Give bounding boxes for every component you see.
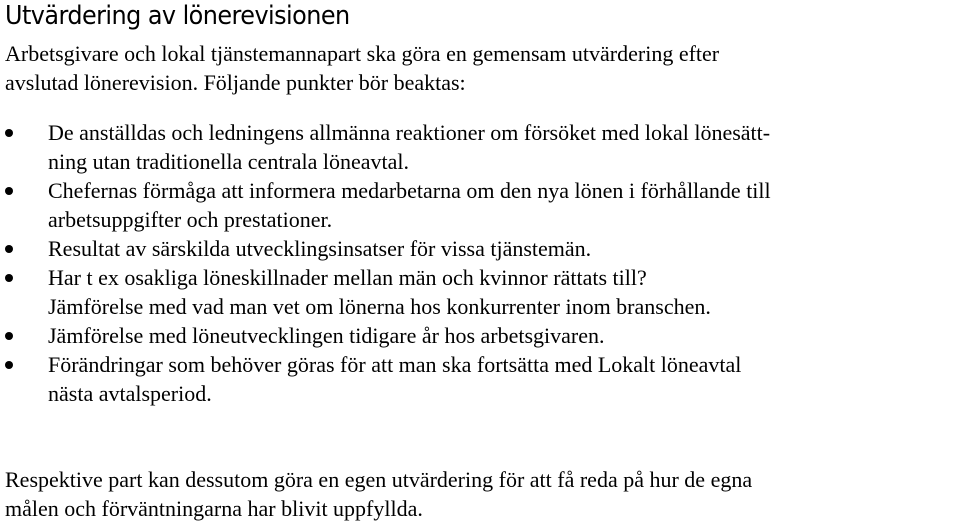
- bullet-list: [5, 118, 959, 408]
- intro-line: avslutad lönerevision. Följande punkter bör beaktas:: [5, 70, 466, 95]
- list-item-text: Förändringar som behöver göras för att man ska fortsätta med Lokalt löneavtal: [48, 352, 742, 377]
- list-item: [5, 292, 959, 321]
- list-item-text: arbetsuppgifter och prestationer.: [48, 207, 333, 232]
- bullet-icon: [5, 129, 13, 137]
- closing-paragraph: [5, 465, 955, 523]
- list-item-text: Chefernas förmåga att informera medarbetarna om den nya lönen i förhållande till: [48, 178, 771, 203]
- closing-line: Respektive part kan dessutom göra en egen utvärdering för att få reda på hur de egna: [5, 467, 753, 492]
- intro-paragraph: [5, 39, 955, 97]
- list-item-text: De anställdas och ledningens allmänna reaktioner om försöket med lokal lönesätt-: [48, 120, 771, 145]
- list-item: [5, 321, 959, 350]
- list-item-text: Resultat av särskilda utvecklingsinsatser för vissa tjänstemän.: [48, 236, 592, 261]
- list-item: [5, 234, 959, 263]
- list-item-text: Jämförelse med vad man vet om lönerna hos konkurrenter inom branschen.: [48, 294, 711, 319]
- list-item-text: ning utan traditionella centrala löneavtal.: [48, 149, 410, 174]
- list-item: [5, 176, 959, 234]
- page-title: Utvärdering av lönerevisionen: [5, 1, 350, 31]
- closing-line: målen och förväntningarna har blivit uppfyllda.: [5, 496, 423, 521]
- list-item: [5, 350, 959, 408]
- list-item-text: Har t ex osakliga löneskillnader mellan män och kvinnor rättats till?: [48, 265, 647, 290]
- list-item-text: Jämförelse med löneutvecklingen tidigare år hos arbetsgivaren.: [48, 323, 605, 348]
- bullet-icon: [5, 274, 13, 282]
- list-item: [5, 263, 959, 292]
- list-item-text: nästa avtalsperiod.: [48, 381, 212, 406]
- bullet-icon: [5, 361, 13, 369]
- bullet-icon: [5, 187, 13, 195]
- bullet-icon: [5, 245, 13, 253]
- bullet-icon: [5, 332, 13, 340]
- intro-line: Arbetsgivare och lokal tjänstemannapart ska göra en gemensam utvärdering efter: [5, 41, 720, 66]
- list-item: [5, 118, 959, 176]
